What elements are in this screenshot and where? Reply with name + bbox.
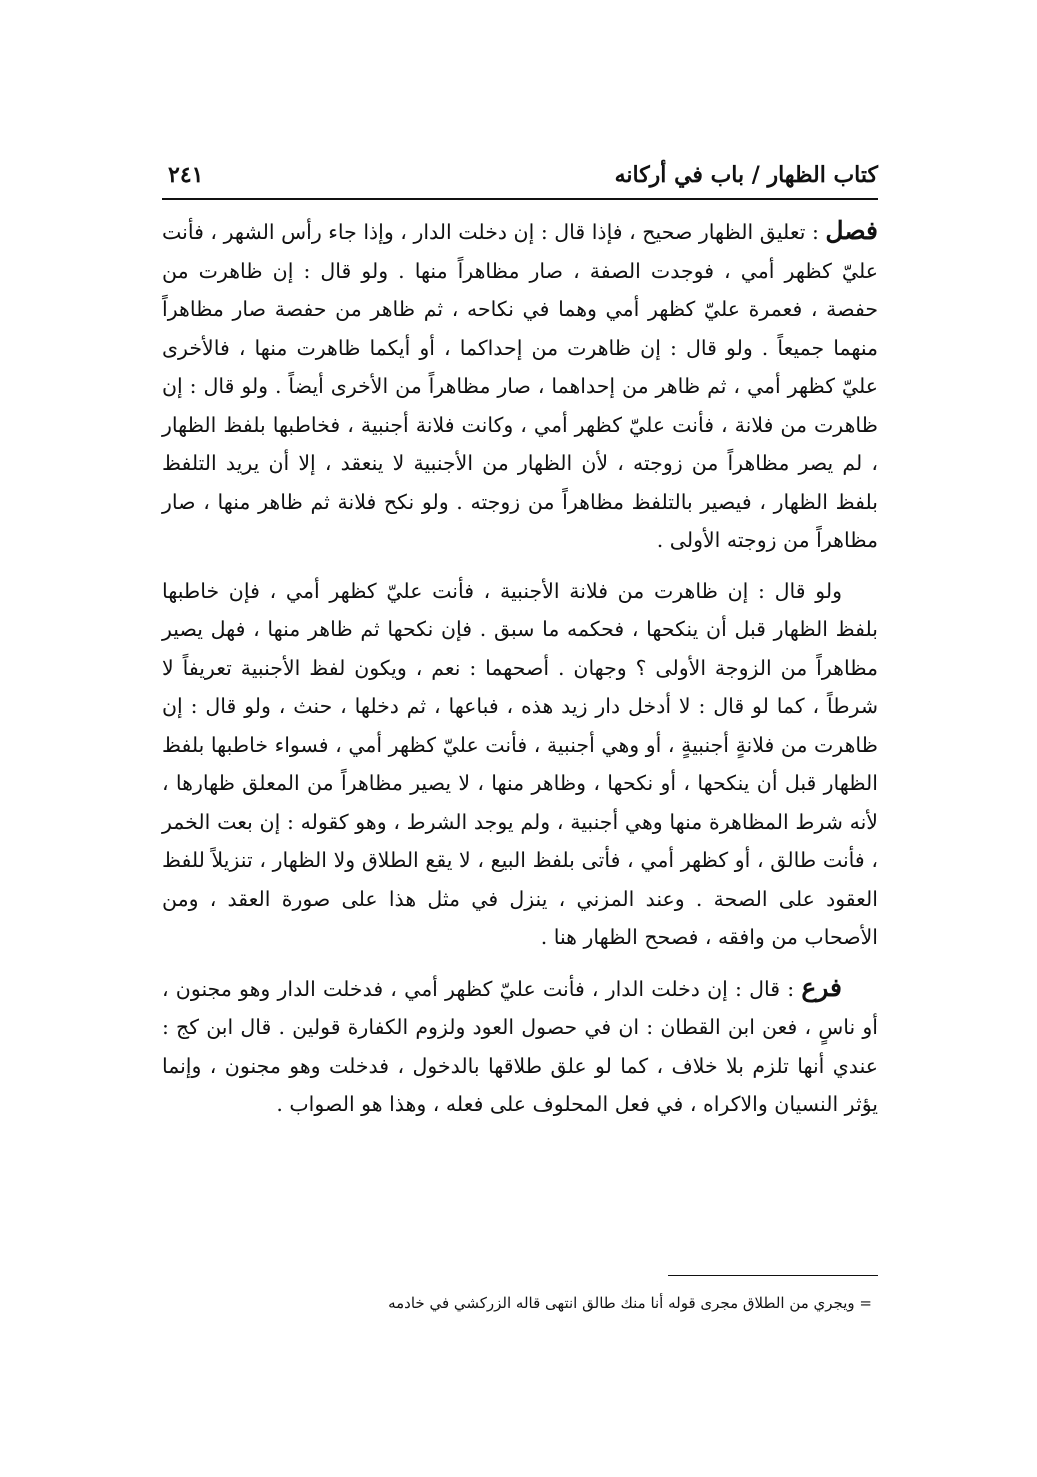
- paragraph-second: [162, 572, 878, 957]
- header-rule: [162, 198, 878, 200]
- paragraph-far: [162, 969, 878, 1124]
- main-text: [162, 212, 878, 1136]
- paragraph-text: ولو قال : إن ظاهرت من فلانة الأجنبية ، فأنت عليّ كظهر أمي ، فإن خاطبها بلفظ الظهار قبل أن ينكحها ، فحكمه ما سبق . فإن نكحها ثم ظاهر منها ، فهل يصير مظاهراً من الزوجة الأولى ؟ وجهان . أصحهما : نعم ، ويكون لفظ الأجنبية تعريفاً لا شرطاً ، كما لو قال : لا أدخل دار زيد هذه ، فباعها ، ثم دخلها ، حنث ، ولو قال : إن ظاهرت من فلانةٍ أجنبيةٍ ، أو وهي أجنبية ، فأنت عليّ كظهر أمي ، فسواء خاطبها بلفظ الظهار قبل أن ينكحها ، أو نكحها ، وظاهر منها ، لا يصير مظاهراً من المعلق ظهارها ، لأنه شرط المظاهرة منها وهي أجنبية ، ولم يوجد الشرط ، وهو كقوله : إن بعت الخمر ، فأنت طالق ، أو كظهر أمي ، فأتى بلفظ البيع ، لا يقع الطلاق ولا الظهار ، تنزيلاً للفظ العقود على الصحة . وعند المزني ، ينزل في مثل هذا على صورة العقد ، ومن الأصحاب من وافقه ، فصحح الظهار هنا .: [162, 578, 878, 949]
- page-header: [160, 158, 878, 198]
- footnote: = ويجري من الطلاق مجرى قوله أنا منك طالق انتهى قاله الزركشي في خادمه: [388, 1294, 872, 1312]
- paragraph-text: : قال : إن دخلت الدار ، فأنت عليّ كظهر أمي ، فدخلت الدار وهو مجنون ، أو ناسٍ ، فعن ابن القطان : ان في حصول العود ولزوم الكفارة قولين . قال ابن كج : عندي أنها تلزم بلا خلاف ، كما لو علق طلاقها بالدخول ، فدخلت وهو مجنون ، وإنما يؤثر النسيان والاكراه ، في فعل المحلوف على فعله ، وهذا هو الصواب .: [162, 976, 878, 1116]
- paragraph-text: : تعليق الظهار صحيح ، فإذا قال : إن دخلت الدار ، وإذا جاء رأس الشهر ، فأنت عليّ كظهر أمي ، فوجدت الصفة ، صار مظاهراً منها . ولو قال : إن ظاهرت من حفصة ، فعمرة عليّ كظهر أمي وهما في نكاحه ، ثم ظاهر من حفصة صار مظاهراً منهما جميعاً . ولو قال : إن ظاهرت من إحداكما ، أو أيكما ظاهرت منها ، فالأخرى عليّ كظهر أمي ، ثم ظاهر من إحداهما ، صار مظاهراً من الأخرى أيضاً . ولو قال : إن ظاهرت من فلانة ، فأنت عليّ كظهر أمي ، وكانت فلانة أجنبية ، فخاطبها بلفظ الظهار ، لم يصر مظاهراً من زوجته ، لأن الظهار من الأجنبية لا ينعقد ، إلا أن يريد التلفظ بلفظ الظهار ، فيصير بالتلفظ مظاهراً من زوجته . ولو نكح فلانة ثم ظاهر منها ، صار مظاهراً من زوجته الأولى .: [162, 220, 878, 552]
- section-lead-word: فصل: [825, 216, 878, 245]
- paragraph-fasl: [162, 212, 878, 560]
- section-lead-word: فرع: [801, 972, 842, 1002]
- running-title: كتاب الظهار / باب في أركانه: [614, 162, 878, 188]
- footnote-rule: [668, 1275, 878, 1276]
- page-number: ٢٤١: [168, 162, 204, 188]
